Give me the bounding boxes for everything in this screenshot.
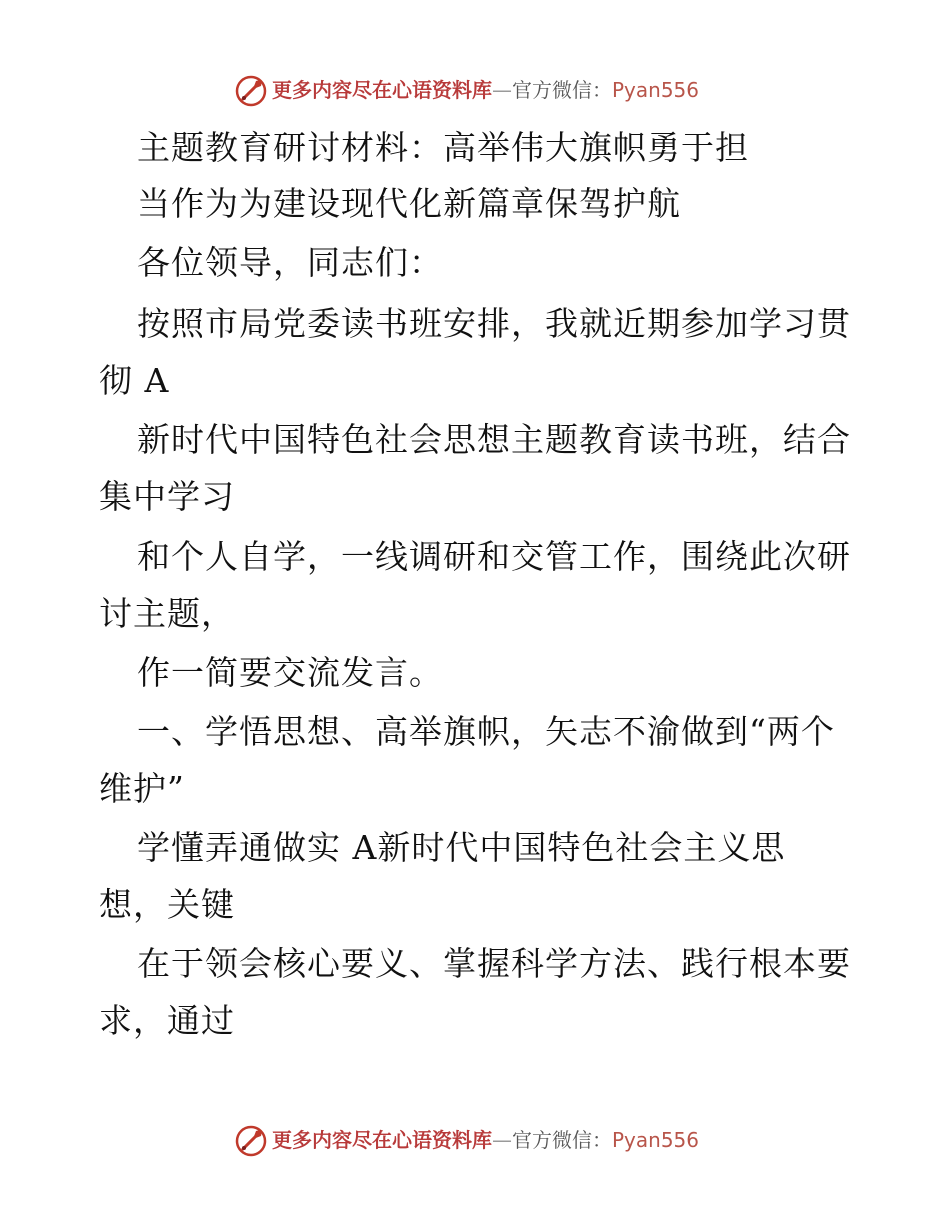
paragraph-line: 按照市局党委读书班安排，我就近期参加学习贯 <box>137 304 851 343</box>
paragraph-line: 在于领会核心要义、掌握科学方法、践行根本要 <box>137 944 851 983</box>
paragraph-line: 新时代中国特色社会思想主题教育读书班，结合 <box>137 420 851 459</box>
paragraph-line: 求，通过 <box>99 1001 235 1040</box>
paragraph-line: 集中学习 <box>99 477 235 516</box>
watermark-wechat-label: 官方微信： <box>512 78 612 102</box>
watermark-site-name: 更多内容尽在心语资料库 <box>272 1128 492 1152</box>
paragraph-line: 彻 A <box>99 361 170 400</box>
watermark-text <box>272 1128 699 1152</box>
section-heading-line: 维护” <box>99 769 185 808</box>
paragraph-line: 作一简要交流发言。 <box>137 653 443 692</box>
salutation: 各位领导，同志们： <box>137 243 443 282</box>
document-title-line-1: 主题教育研讨材料：高举伟大旗帜勇于担 <box>137 128 749 167</box>
paragraph-line: 想，关键 <box>99 885 235 924</box>
paragraph-line: 讨主题， <box>99 594 235 633</box>
watermark-wechat-label: 官方微信： <box>512 1128 612 1152</box>
footer-watermark <box>0 1122 950 1158</box>
paragraph-line: 和个人自学，一线调研和交管工作，围绕此次研 <box>137 537 851 576</box>
watermark-wechat-id: Pyan556 <box>612 1128 700 1152</box>
watermark-dash: — <box>492 1128 512 1152</box>
watermark-wechat-id: Pyan556 <box>612 78 700 102</box>
watermark-dash: — <box>492 78 512 102</box>
quill-pen-logo-icon <box>234 1124 268 1158</box>
document-title-line-2: 当作为为建设现代化新篇章保驾护航 <box>137 184 681 223</box>
paragraph-line: 学懂弄通做实 A新时代中国特色社会主义思 <box>137 828 786 867</box>
section-heading-line: 一、学悟思想、高举旗帜，矢志不渝做到“两个 <box>137 712 835 751</box>
watermark-site-name: 更多内容尽在心语资料库 <box>272 78 492 102</box>
